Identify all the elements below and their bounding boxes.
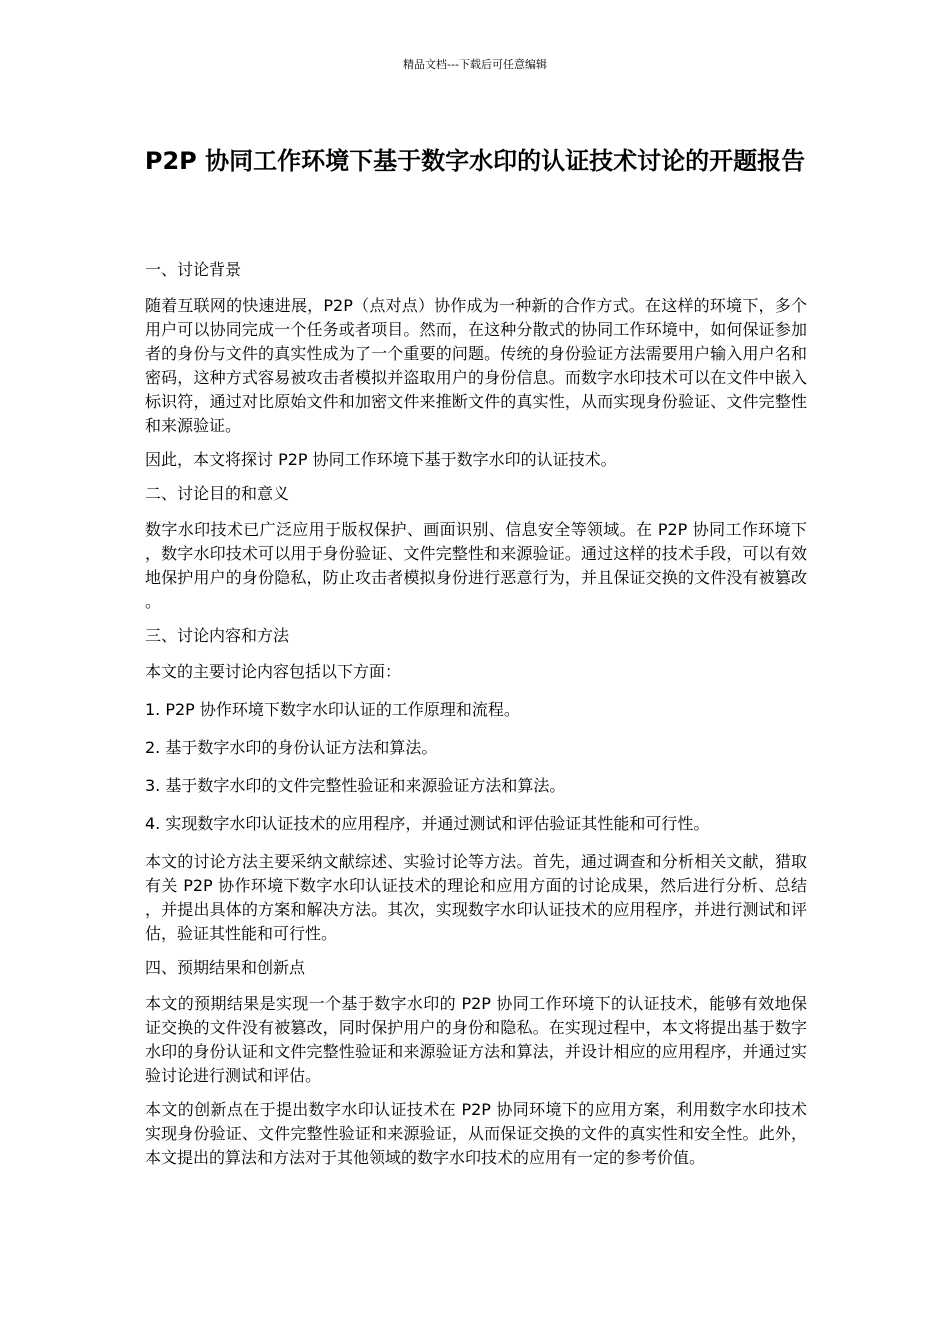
section-heading-background: 一、讨论背景 (145, 260, 242, 279)
paragraph: 因此，本文将探讨 P2P 协同工作环境下基于数字水印的认证技术。 (145, 450, 617, 469)
paragraph: 数字水印技术已广泛应用于版权保护、画面识别、信息安全等领域。在 P2P 协同工作环境下，数字水印技术可以用于身份验证、文件完整性和来源验证。通过这样的技术手段，可以有效地保护用户的身份隐私，防止攻击者模拟身份进行恶意行为，并且保证交换的文件没有被篡改。 (145, 520, 807, 611)
list-item: 4. 实现数字水印认证技术的应用程序，并通过测试和评估验证其性能和可行性。 (145, 814, 710, 833)
paragraph: 本文的预期结果是实现一个基于数字水印的 P2P 协同工作环境下的认证技术，能够有效地保证交换的文件没有被篡改，同时保护用户的身份和隐私。在实现过程中，本文将提出基于数字水印的身份认证和文件完整性验证和来源验证方法和算法，并设计相应的应用程序，并通过实验讨论进行测试和评估。 (145, 994, 807, 1085)
list-item: 1. P2P 协作环境下数字水印认证的工作原理和流程。 (145, 700, 520, 719)
paragraph: 本文的讨论方法主要采纳文献综述、实验讨论等方法。首先，通过调查和分析相关文献，猎取有关 P2P 协作环境下数字水印认证技术的理论和应用方面的讨论成果，然后进行分析、总结，并提出具体的方案和解决方法。其次，实现数字水印认证技术的应用程序，并进行测试和评估，验证其性能和可行性。 (145, 852, 807, 943)
section-heading-content: 三、讨论内容和方法 (145, 626, 290, 645)
document-body (145, 258, 807, 1180)
document-title: P2P 协同工作环境下基于数字水印的认证技术讨论的开题报告 (144, 147, 806, 175)
page-header: 精品文档---下载后可任意编辑 (403, 58, 547, 71)
list-item: 2. 基于数字水印的身份认证方法和算法。 (145, 738, 438, 757)
paragraph: 本文的创新点在于提出数字水印认证技术在 P2P 协同环境下的应用方案，利用数字水印技术实现身份验证、文件完整性验证和来源验证，从而保证交换的文件的真实性和安全性。此外，本文提出的算法和方法对于其他领域的数字水印技术的应用有一定的参考价值。 (145, 1100, 807, 1167)
paragraph: 本文的主要讨论内容包括以下方面： (145, 662, 402, 681)
paragraph: 随着互联网的快速进展，P2P（点对点）协作成为一种新的合作方式。在这样的环境下，多个用户可以协同完成一个任务或者项目。然而，在这种分散式的协同工作环境中，如何保证参加者的身份与文件的真实性成为了一个重要的问题。传统的身份验证方法需要用户输入用户名和密码，这种方式容易被攻击者模拟并盗取用户的身份信息。而数字水印技术可以在文件中嵌入标识符，通过对比原始文件和加密文件来推断文件的真实性，从而实现身份验证、文件完整性和来源验证。 (145, 296, 807, 435)
section-heading-results: 四、预期结果和创新点 (145, 958, 306, 977)
section-heading-purpose: 二、讨论目的和意义 (145, 484, 290, 503)
list-item: 3. 基于数字水印的文件完整性验证和来源验证方法和算法。 (145, 776, 566, 795)
